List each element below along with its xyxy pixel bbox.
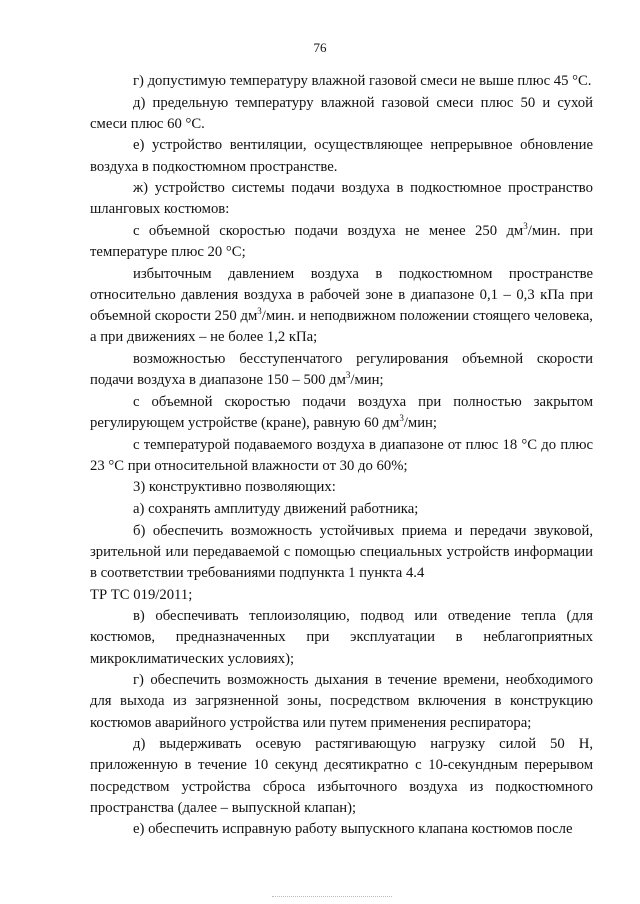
paragraph: с температурой подаваемого воздуха в диапазоне от плюс 18 °С до плюс 23 °С при относительной влажности от 30 до 60%;	[90, 436, 593, 474]
paragraph	[90, 349, 593, 391]
paragraph-text: /мин;	[350, 372, 384, 389]
paragraph	[90, 392, 593, 434]
paragraph: ТР ТС 019/2011;	[90, 586, 193, 603]
superscript: 3	[523, 220, 528, 231]
paragraph: е) устройство вентиляции, осуществляющее непрерывное обновление воздуха в подкостюмном пространстве.	[90, 137, 593, 175]
paragraph: г) обеспечить возможность дыхания в течение времени, необходимого для выхода из загрязненной зоны, посредством включения в конструкцию костюмов аварийного устройства или путем применения респиратора;	[90, 672, 593, 731]
paragraph-text: с объемной скоростью подачи воздуха не менее 250 дм	[133, 222, 524, 239]
paragraph: 3) конструктивно позволяющих:	[133, 479, 336, 496]
paragraph: д) выдерживать осевую растягивающую нагрузку силой 50 Н, приложенную в течение 10 секунд десятикратно с 10-секундным перерывом посредством устройства сброса избыточного воздуха из подкостюмного пространства (далее – выпускной клапан);	[90, 736, 593, 816]
scan-artifact	[272, 896, 392, 898]
superscript: 3	[257, 306, 262, 317]
paragraph	[90, 264, 593, 349]
paragraph-text: с объемной скоростью подачи воздуха при полностью закрытом регулирующем устройстве (кране), равную 60 дм	[90, 393, 593, 431]
paragraph-text: /мин. и неподвижном положении стоящего человека, а при движениях – не более 1,2 кПа;	[90, 308, 593, 346]
document-body	[90, 71, 593, 841]
paragraph: ж) устройство системы подачи воздуха в подкостюмное пространство шланговых костюмов:	[90, 180, 593, 218]
page-number: 76	[313, 40, 327, 55]
paragraph: г) допустимую температуру влажной газовой смеси не выше плюс 45 °С.	[133, 73, 592, 89]
paragraph: а) сохранять амплитуду движений работника;	[133, 500, 419, 517]
paragraph: в) обеспечивать теплоизоляцию, подвод или отведение тепла (для костюмов, предназначенных при эксплуатации в неблагоприятных микроклиматических условиях);	[90, 608, 593, 667]
paragraph: д) предельную температуру влажной газовой смеси плюс 50 и сухой смеси плюс 60 °С.	[90, 94, 593, 132]
superscript: 3	[399, 412, 404, 423]
superscript: 3	[345, 370, 351, 381]
paragraph: е) обеспечить исправную работу выпускного клапана костюмов после	[133, 821, 573, 838]
paragraph	[90, 221, 593, 263]
paragraph-text: возможностью бесступенчатого регулирования объемной скорости подачи воздуха в диапазоне 150 – 500 дм	[90, 350, 593, 389]
paragraph-text: /мин. при температуре плюс 20 °С;	[90, 222, 593, 261]
paragraph: б) обеспечить возможность устойчивых приема и передачи звуковой, зрительной или передаваемой с помощью специальных устройств информации в соответствии требованиями подпункта 1 пункта 4.4	[90, 522, 593, 581]
paragraph-text: избыточным давлением воздуха в подкостюмном пространстве относительно давления воздуха в рабочей зоне в диапазоне 0,1 – 0,3 кПа при объемной скорости 250 дм	[90, 265, 593, 325]
paragraph-text: /мин;	[403, 414, 437, 431]
